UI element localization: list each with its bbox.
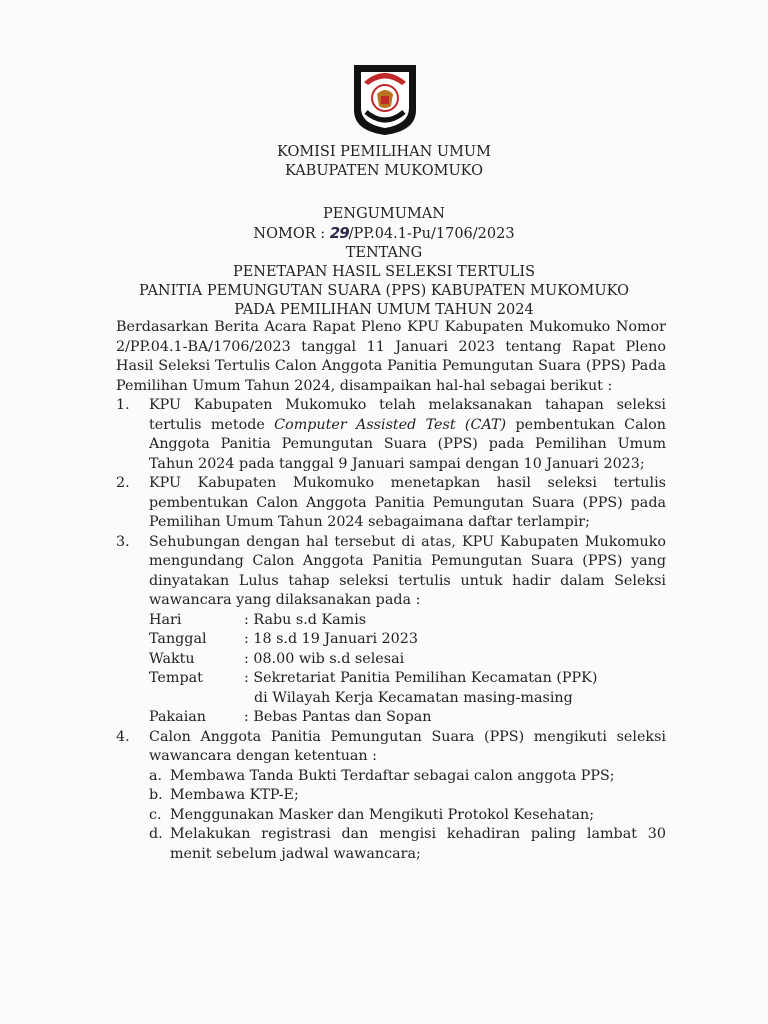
announcement-subject-2: PANITIA PEMUNGUTAN SUARA (PPS) KABUPATEN MUKOMUKO bbox=[139, 283, 629, 299]
list-item-2 bbox=[116, 474, 666, 533]
number-prefix: NOMOR : bbox=[253, 226, 330, 242]
announcement-subject-3: PADA PEMILIHAN UMUM TAHUN 2024 bbox=[234, 302, 534, 318]
schedule-label: Pakaian bbox=[149, 709, 206, 725]
item-number: 3. bbox=[116, 533, 130, 550]
condition-text: Menggunakan Masker dan Mengikuti Protokol Kesehatan; bbox=[170, 806, 595, 823]
schedule-row-pakaian bbox=[149, 708, 666, 728]
schedule-row-waktu bbox=[149, 650, 666, 670]
list-item-3 bbox=[116, 533, 666, 611]
item-number: 1. bbox=[116, 397, 130, 413]
schedule-value: di Wilayah Kerja Kecamatan masing-masing bbox=[254, 689, 573, 706]
schedule-value: : 18 s.d 19 Januari 2023 bbox=[244, 631, 418, 647]
item-number: 2. bbox=[116, 475, 130, 491]
announcement-subject-1: PENETAPAN HASIL SELEKSI TERTULIS bbox=[232, 264, 536, 280]
institution-region: KABUPATEN MUKOMUKO bbox=[284, 163, 484, 179]
list-item-4 bbox=[116, 728, 666, 767]
item-1-text: KPU Kabupaten Mukomuko telah melaksanakan tahapan seleksi tertulis metode bbox=[149, 397, 666, 433]
institution-header bbox=[0, 143, 768, 181]
item-4-text: Calon Anggota Panitia Pemungutan Suara (PPS) mengikuti seleksi wawancara dengan ketentuan : bbox=[149, 728, 666, 764]
item-1-emphasis: Computer Assisted Test (CAT) bbox=[274, 416, 507, 433]
condition-letter: c. bbox=[149, 806, 162, 823]
schedule-value: : Bebas Pantas dan Sopan bbox=[244, 709, 432, 725]
schedule-row-hari bbox=[149, 611, 666, 631]
schedule-row-tempat-cont bbox=[149, 689, 666, 709]
schedule-label: Hari bbox=[149, 611, 182, 628]
condition-letter: d. bbox=[149, 826, 163, 842]
schedule-label: Tempat bbox=[149, 670, 203, 686]
item-2-text: KPU Kabupaten Mukomuko menetapkan hasil seleksi tertulis pembentukan Calon Anggota Panitia Pemungutan Suara (PPS) pada Pemilihan Umum Tahun 2024 sebagaimana daftar terlampir; bbox=[149, 475, 666, 530]
list-item-1 bbox=[116, 396, 666, 474]
condition-text: Membawa Tanda Bukti Terdaftar sebagai calon anggota PPS; bbox=[170, 767, 615, 784]
condition-a bbox=[116, 767, 666, 787]
schedule-table bbox=[116, 611, 666, 728]
schedule-label: Waktu bbox=[149, 650, 195, 667]
schedule-label-empty bbox=[149, 689, 244, 709]
announcement-heading bbox=[0, 205, 768, 320]
schedule-row-tanggal bbox=[149, 630, 666, 650]
schedule-value: : 08.00 wib s.d selesai bbox=[244, 650, 405, 667]
condition-text: Melakukan registrasi dan mengisi kehadiran paling lambat 30 menit sebelum jadwal wawancara; bbox=[170, 826, 666, 862]
schedule-value: : Sekretariat Panitia Pemilihan Kecamatan (PPK) bbox=[244, 670, 598, 686]
condition-d bbox=[116, 825, 666, 864]
condition-letter: a. bbox=[149, 767, 163, 784]
number-suffix: /PP.04.1-Pu/1706/2023 bbox=[348, 226, 515, 242]
schedule-value: : Rabu s.d Kamis bbox=[244, 611, 367, 628]
announcement-title: PENGUMUMAN bbox=[323, 206, 445, 222]
announcement-about: TENTANG bbox=[345, 245, 423, 261]
document-body bbox=[116, 318, 666, 864]
condition-b bbox=[116, 786, 666, 806]
schedule-label: Tanggal bbox=[149, 631, 207, 647]
condition-text: Membawa KTP-E; bbox=[170, 787, 299, 803]
condition-c bbox=[116, 806, 666, 826]
item-3-text: Sehubungan dengan hal tersebut di atas, KPU Kabupaten Mukomuko mengundang Calon Anggota Panitia Pemungutan Suara (PPS) yang dinyatakan Lulus tahap seleksi tertulis untuk hadir dalam Seleksi wawancara yang dilaksanakan pada : bbox=[149, 533, 666, 608]
intro-paragraph: Berdasarkan Berita Acara Rapat Pleno KPU Kabupaten Mukomuko Nomor 2/PP.04.1-BA/1706/2023 tanggal 11 Januari 2023 tentang Rapat Pleno Hasil Seleksi Tertulis Calon Anggota Panitia Pemungutan Suara (PPS) Pada Pemilihan Umum Tahun 2024, disampaikan hal-hal sebagai berikut : bbox=[116, 319, 666, 394]
item-number: 4. bbox=[116, 728, 130, 745]
announcement-number bbox=[0, 224, 768, 244]
item-1-text-cont: pembentukan Calon Anggota Panitia Pemungutan Suara (PPS) pada Pemilihan Umum Tahun 2024 pada tanggal 9 Januari sampai dengan 10 Januari 2023; bbox=[149, 416, 666, 472]
condition-letter: b. bbox=[149, 787, 163, 803]
handwritten-number: 29 bbox=[329, 224, 349, 242]
institution-name: KOMISI PEMILIHAN UMUM bbox=[277, 144, 491, 160]
schedule-row-tempat bbox=[149, 669, 666, 689]
kpu-logo bbox=[350, 60, 420, 136]
